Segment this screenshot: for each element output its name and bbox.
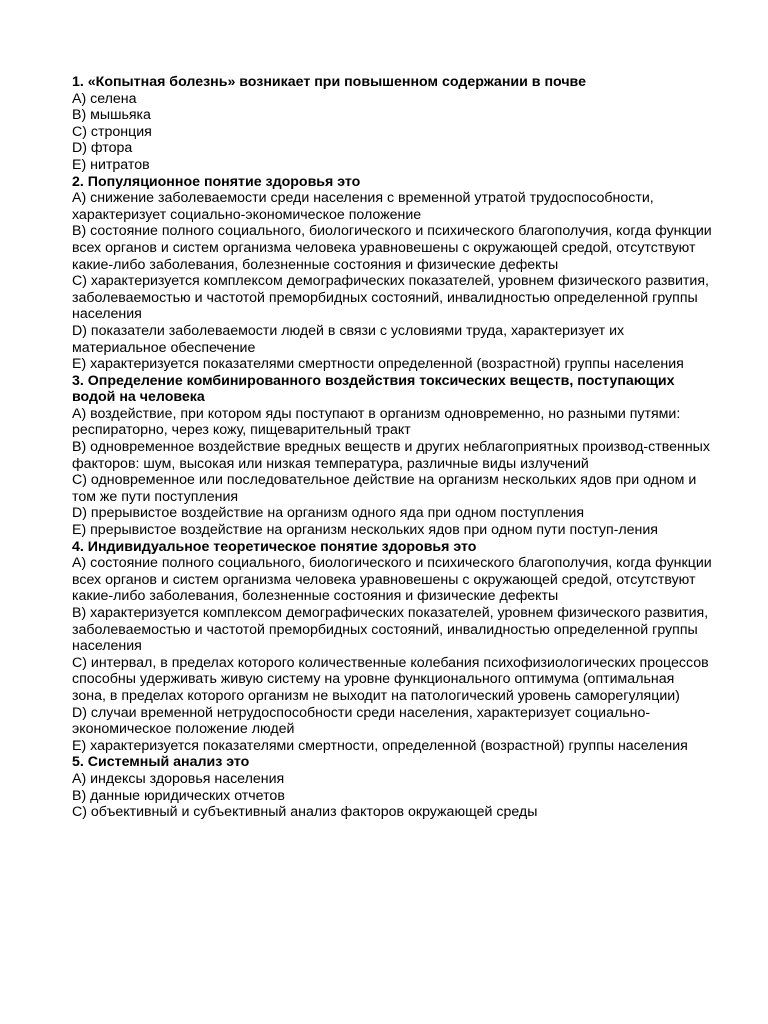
answer-option-d: D) фтора (72, 140, 133, 157)
question-title: 2. Популяционное понятие здоровья это (72, 173, 361, 190)
answer-option-e: E) прерывистое воздействие на организм нескольких ядов при одном пути поступ-ления (72, 522, 658, 539)
answer-option-b: B) одновременное воздействие вредных веществ и других неблагоприятных производ-ственных факторов: шум, высокая или низкая температура, различные виды излучений (72, 439, 710, 472)
answer-option-a: A) состояние полного социального, биологического и психического благополучия, когда функции всех органов и систем организма человека уравновешены с окружающей средой, отсутствуют какие-либо заболевания, болезненные состояния и физические дефекты (72, 555, 712, 605)
question-5 (72, 754, 712, 820)
answer-option-d: D) прерывистое воздействие на организм одного яда при одном поступления (72, 505, 585, 522)
question-1 (72, 74, 712, 174)
answer-option-d: D) показатели заболеваемости людей в связи с условиями труда, характеризует их материальное обеспечение (72, 322, 625, 356)
question-title: 4. Индивидуальное теоретическое понятие здоровья это (72, 538, 477, 555)
question-title: 3. Определение комбинированного воздействия токсических веществ, поступающих водой на человека (72, 372, 675, 406)
answer-option-e: E) характеризуется показателями смертности определенной (возрастной) группы населения (72, 356, 684, 373)
answer-option-a: A) селена (72, 90, 137, 107)
question-title: 1. «Копытная болезнь» возникает при повышенном содержании в почве (72, 74, 586, 90)
answer-option-d: D) случаи временной нетрудоспособности среди населения, характеризует социально-экономическое положение людей (72, 704, 651, 738)
answer-option-e: E) характеризуется показателями смертности, определенной (возрастной) группы населения (72, 737, 688, 754)
question-3 (72, 373, 712, 539)
answer-option-b: B) мышьяка (72, 107, 151, 124)
answer-option-c: C) интервал, в пределах которого количественные колебания психофизиологических процессов способны удерживать живую систему на уровне функционального оптимума (оптимальная зона, в пределах которого организм не выходит на патологический уровень саморегуляции) (72, 654, 709, 704)
test-document (72, 74, 712, 821)
answer-option-a: A) воздействие, при котором яды поступают в организм одновременно, но разными путями: респираторно, через кожу, пищеварительный тракт (72, 405, 681, 439)
answer-option-e: E) нитратов (72, 156, 150, 173)
answer-option-a: A) индексы здоровья населения (72, 770, 285, 787)
question-2 (72, 174, 712, 373)
question-title: 5. Системный анализ это (72, 754, 250, 771)
question-4 (72, 539, 712, 755)
answer-option-c: C) одновременное или последовательное действие на организм нескольких ядов при одном и том же пути поступления (72, 472, 697, 505)
answer-option-b: B) состояние полного социального, биологического и психического благополучия, когда функции всех органов и систем организма человека уравновешены с окружающей средой, отсутствуют какие-либо заболевания, болезненные состояния и физические дефекты (72, 223, 712, 273)
answer-option-c: C) объективный и субъективный анализ факторов окружающей среды (72, 804, 538, 821)
answer-option-c: C) характеризуется комплексом демографических показателей, уровнем физического развития, заболеваемостью и частотой преморбидных состояний, инвалидностью определенной группы населения (72, 273, 709, 323)
answer-option-c: C) стронция (72, 123, 152, 140)
answer-option-b: B) характеризуется комплексом демографических показателей, уровнем физического развития, заболеваемостью и частотой преморбидных состояний, инвалидностью определенной группы населения (72, 605, 709, 655)
answer-option-b: B) данные юридических отчетов (72, 787, 285, 804)
answer-option-a: A) снижение заболеваемости среди населения с временной утратой трудоспособности, характеризует социально-экономическое положение (72, 190, 654, 223)
